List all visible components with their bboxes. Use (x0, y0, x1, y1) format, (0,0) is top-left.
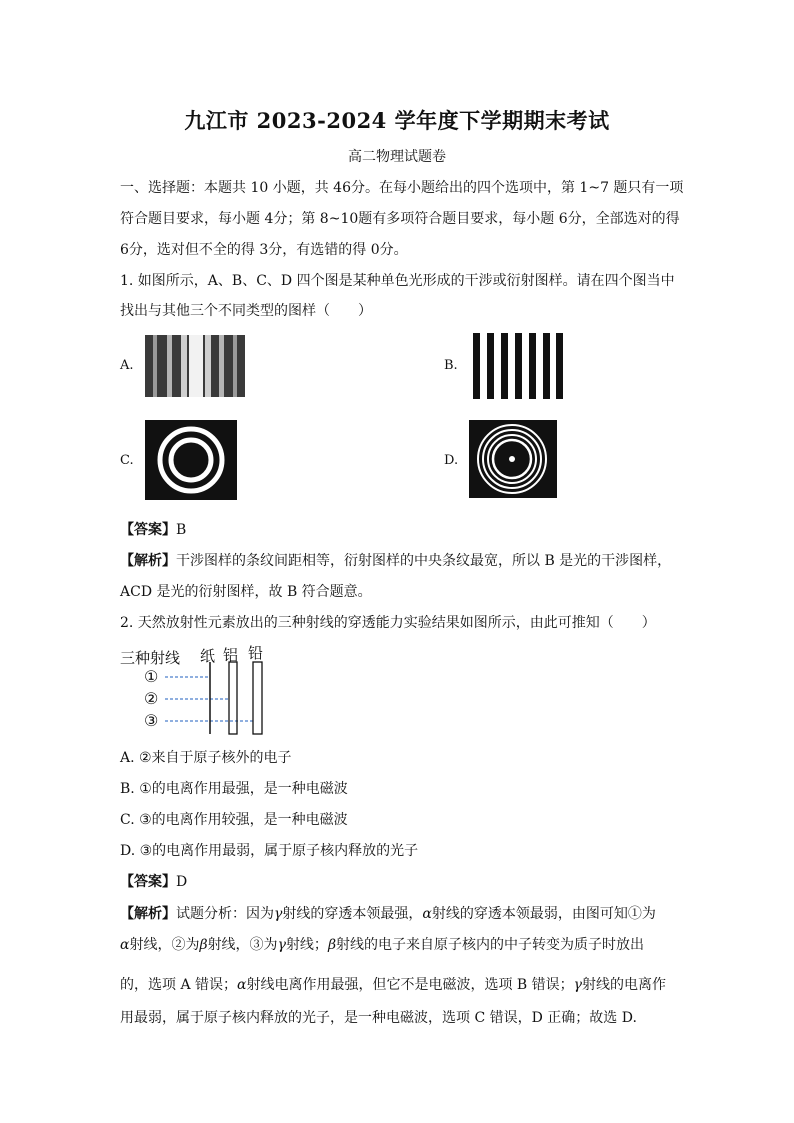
q2-analysis-tag: 【解析】 (120, 906, 176, 922)
alpha-symbol: α (422, 906, 432, 922)
q1-option-a-label: A. (120, 358, 134, 373)
analysis-text: 射线，②为 (129, 937, 200, 953)
gamma-symbol: γ (573, 977, 583, 993)
q2-analysis-line-4: 用最弱，属于原子核内释放的光子，是一种电磁波，选项 C 错误，D 正确；故选 D. (120, 1010, 637, 1026)
analysis-text: 射线的电离作 (582, 977, 667, 993)
q1-analysis-text-1: 干涉图样的条纹间距相等，衍射图样的中央条纹最宽，所以 B 是光的干涉图样， (176, 553, 672, 569)
q2-option-b: B. ①的电离作用最强，是一种电磁波 (120, 781, 348, 797)
q1-option-d-label: D. (444, 453, 459, 468)
alpha-symbol: α (237, 977, 247, 993)
section-instructions-line-2: 符合题目要求，每小题 4分；第 8~10题有多项符合题目要求，每小题 6分，全部选对的得 (120, 211, 680, 227)
q1-analysis-line-2: ACD 是光的衍射图样，故 B 符合题意。 (120, 584, 372, 600)
rays-label: 三种射线 (120, 649, 181, 667)
analysis-text: 射线，③为 (207, 937, 278, 953)
beta-symbol: β (199, 937, 208, 953)
analysis-text: 射线的电子来自原子核内的中子转变为质子时放出 (336, 937, 645, 953)
analysis-text: 的，选项 A 错误； (120, 977, 238, 993)
lead-plate (253, 662, 262, 734)
q1-stem-line-1: 1. 如图所示，A、B、C、D 四个图是某种单色光形成的干涉或衍射图样。请在四个图当中 (120, 273, 675, 289)
gamma-symbol: γ (277, 937, 286, 953)
q1-option-c-label: C. (120, 453, 134, 468)
analysis-text: 射线电离作用最强，但它不是电磁波，选项 B 错误； (246, 977, 574, 993)
q1-analysis-line-1 (120, 552, 671, 570)
analysis-text: 射线的穿透本领最强， (282, 906, 423, 922)
analysis-text: 试题分析：因为 (176, 906, 274, 922)
alpha-symbol: α (120, 937, 130, 953)
q1-figure-c-circular-rings (145, 420, 237, 500)
q2-stem: 2. 天然放射性元素放出的三种射线的穿透能力实验结果如图所示，由此可推知（ ） (120, 615, 656, 631)
q2-analysis-line-3 (120, 976, 666, 994)
section-instructions-line-1: 一、选择题：本题共 10 小题，共 46分。在每小题给出的四个选项中，第 1~7 题只有一项 (120, 180, 684, 196)
q2-answer (120, 873, 187, 891)
exam-subtitle: 高二物理试题卷 (348, 149, 446, 165)
q2-option-d: D. ③的电离作用最弱，属于原子核内释放的光子 (120, 843, 419, 859)
gamma-symbol: γ (274, 906, 283, 922)
q2-answer-tag: 【答案】 (120, 874, 176, 890)
lead-label: 铅 (248, 644, 264, 662)
q1-figure-d-circular-diffraction (469, 420, 557, 498)
q2-answer-value: D (176, 874, 188, 890)
q1-answer-value: B (176, 522, 187, 538)
section-instructions-line-3: 6分，选对但不全的得 3分，有选错的得 0分。 (120, 242, 408, 258)
aluminum-plate (229, 662, 237, 734)
q1-stem-line-2: 找出与其他三个不同类型的图样（ ） (120, 303, 372, 319)
paper-label: 纸 (200, 647, 216, 665)
penetration-diagram (120, 642, 280, 737)
q2-option-c: C. ③的电离作用较强，是一种电磁波 (120, 812, 348, 828)
q1-answer (120, 521, 186, 539)
q1-answer-tag: 【答案】 (120, 522, 176, 538)
beta-symbol: β (327, 937, 337, 953)
ray-1-label: ① (144, 667, 159, 686)
q2-option-a: A. ②来自于原子核外的电子 (120, 750, 292, 766)
q2-analysis-line-2 (120, 936, 644, 954)
q2-analysis-line-1 (120, 905, 656, 923)
analysis-text: 射线的穿透本领最弱，由图可知①为 (431, 906, 656, 922)
aluminum-label: 铝 (223, 646, 239, 664)
ray-3-label: ③ (144, 711, 159, 730)
q1-option-b-label: B. (444, 358, 458, 373)
analysis-text: 射线； (285, 937, 328, 953)
exam-title: 九江市 2023-2024 学年度下学期期末考试 (184, 108, 610, 133)
ray-2-label: ② (144, 689, 159, 708)
q2-figure-penetration (120, 642, 280, 737)
q1-figure-b-interference-fringes (471, 333, 563, 399)
q1-figure-a-diffraction-fringes (145, 335, 245, 397)
q1-analysis-tag: 【解析】 (120, 553, 176, 569)
